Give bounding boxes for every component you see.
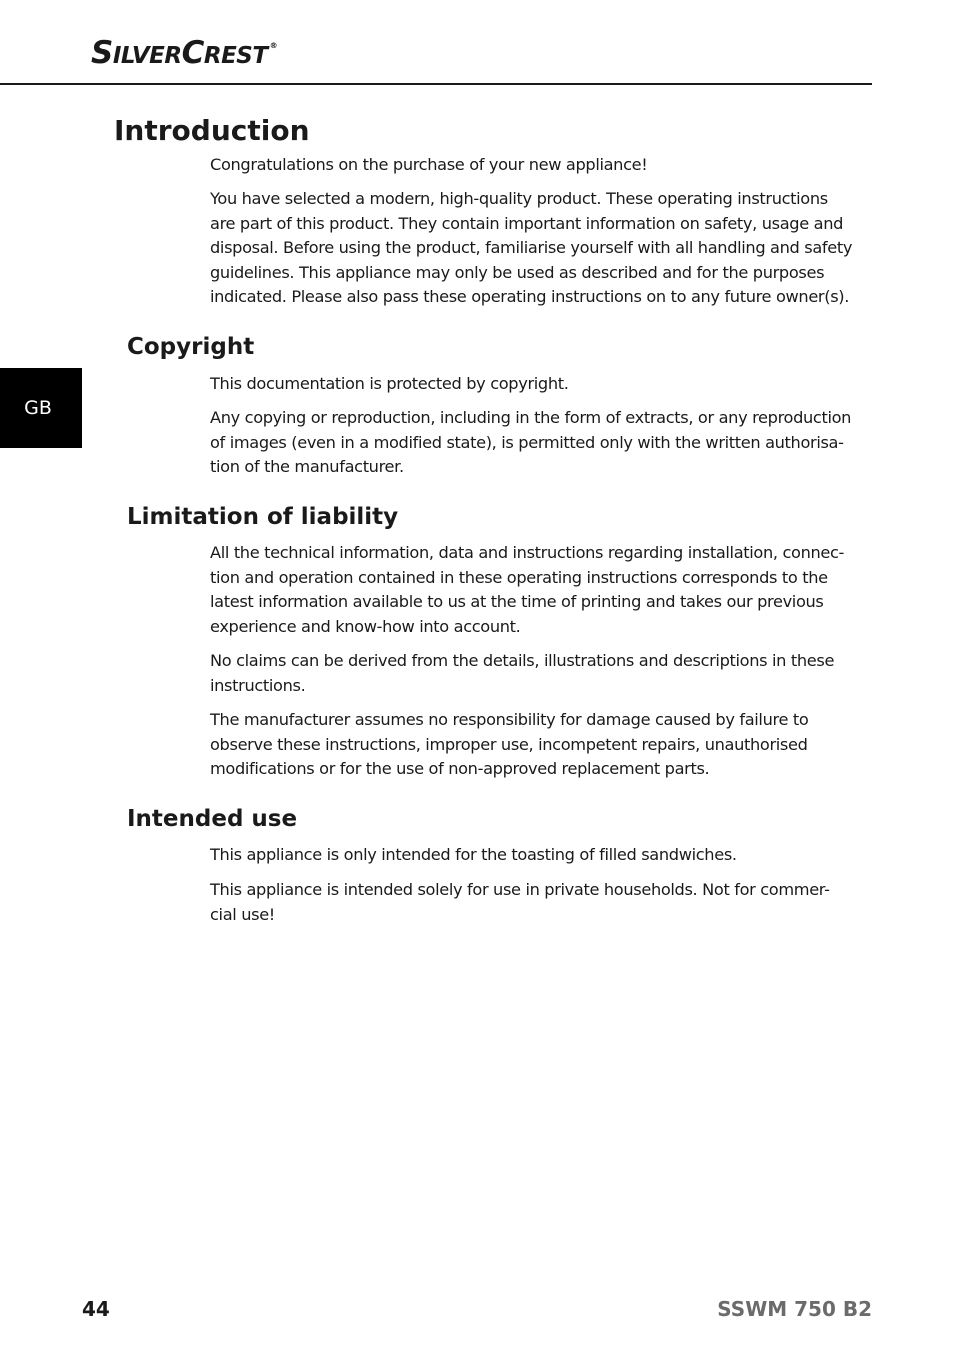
intended-use-paragraph-2	[210, 878, 850, 927]
logo-initial-c: C	[181, 35, 204, 71]
text-line: cial use!	[210, 904, 275, 924]
intended-use-paragraph-1	[210, 843, 850, 868]
model-number: SSWM 750 B2	[717, 1297, 872, 1321]
logo-rest-ilver: ILVER	[112, 43, 182, 69]
liability-paragraph-3	[210, 708, 850, 782]
logo-initial-s: S	[91, 35, 113, 71]
copyright-paragraph-1	[210, 372, 850, 397]
text-line: modifications or for the use of non-approved replacement parts.	[210, 759, 710, 779]
text-line: instructions.	[210, 675, 306, 695]
text-line: latest information available to us at the time of printing and takes our previous	[210, 592, 824, 612]
logo-rest-rest: REST	[203, 43, 268, 69]
liability-paragraph-2	[210, 649, 850, 698]
liability-paragraph-1	[210, 541, 850, 639]
brand-logo	[91, 35, 278, 71]
text-line: tion of the manufacturer.	[210, 457, 404, 477]
section-title-introduction: Introduction	[114, 114, 310, 147]
text-line: You have selected a modern, high-quality product. These operating instructions	[210, 189, 828, 208]
text-line: No claims can be derived from the details, illustrations and descriptions in these	[210, 651, 835, 670]
section-title-liability: Limitation of liability	[127, 504, 399, 530]
text-line: Any copying or reproduction, including in the form of extracts, or any reproduction	[210, 408, 852, 427]
text-line: All the technical information, data and instructions regarding installation, connec-	[210, 543, 845, 562]
text-line: observe these instructions, improper use, incompetent repairs, unauthorised	[210, 734, 808, 754]
registered-mark: ®	[269, 41, 278, 50]
text-line: The manufacturer assumes no responsibility for damage caused by failure to	[210, 710, 809, 729]
text-line: experience and know-how into account.	[210, 616, 521, 636]
text-line: This documentation is protected by copyright.	[210, 374, 569, 393]
page-number: 44	[82, 1297, 110, 1321]
text-line: This appliance is intended solely for use in private households. Not for commer-	[210, 880, 830, 899]
language-tab-label: GB	[24, 397, 52, 419]
text-line: of images (even in a modified state), is permitted only with the written authorisa-	[210, 432, 844, 452]
language-tab	[0, 368, 82, 448]
text-line: are part of this product. They contain important information on safety, usage and	[210, 213, 844, 233]
copyright-paragraph-2	[210, 406, 850, 480]
introduction-paragraph-2	[210, 187, 853, 310]
text-line: guidelines. This appliance may only be used as described and for the purposes	[210, 262, 825, 282]
text-line: disposal. Before using the product, familiarise yourself with all handling and safety	[210, 238, 853, 258]
section-title-copyright: Copyright	[127, 334, 255, 360]
text-line: tion and operation contained in these operating instructions corresponds to the	[210, 567, 828, 587]
section-title-intended-use: Intended use	[127, 806, 298, 832]
text-line: This appliance is only intended for the toasting of filled sandwiches.	[210, 845, 737, 864]
introduction-paragraph-1	[210, 153, 850, 178]
text-line: indicated. Please also pass these operating instructions on to any future owner(s).	[210, 287, 850, 307]
header-divider	[0, 83, 872, 85]
text-line: Congratulations on the purchase of your new appliance!	[210, 155, 648, 174]
